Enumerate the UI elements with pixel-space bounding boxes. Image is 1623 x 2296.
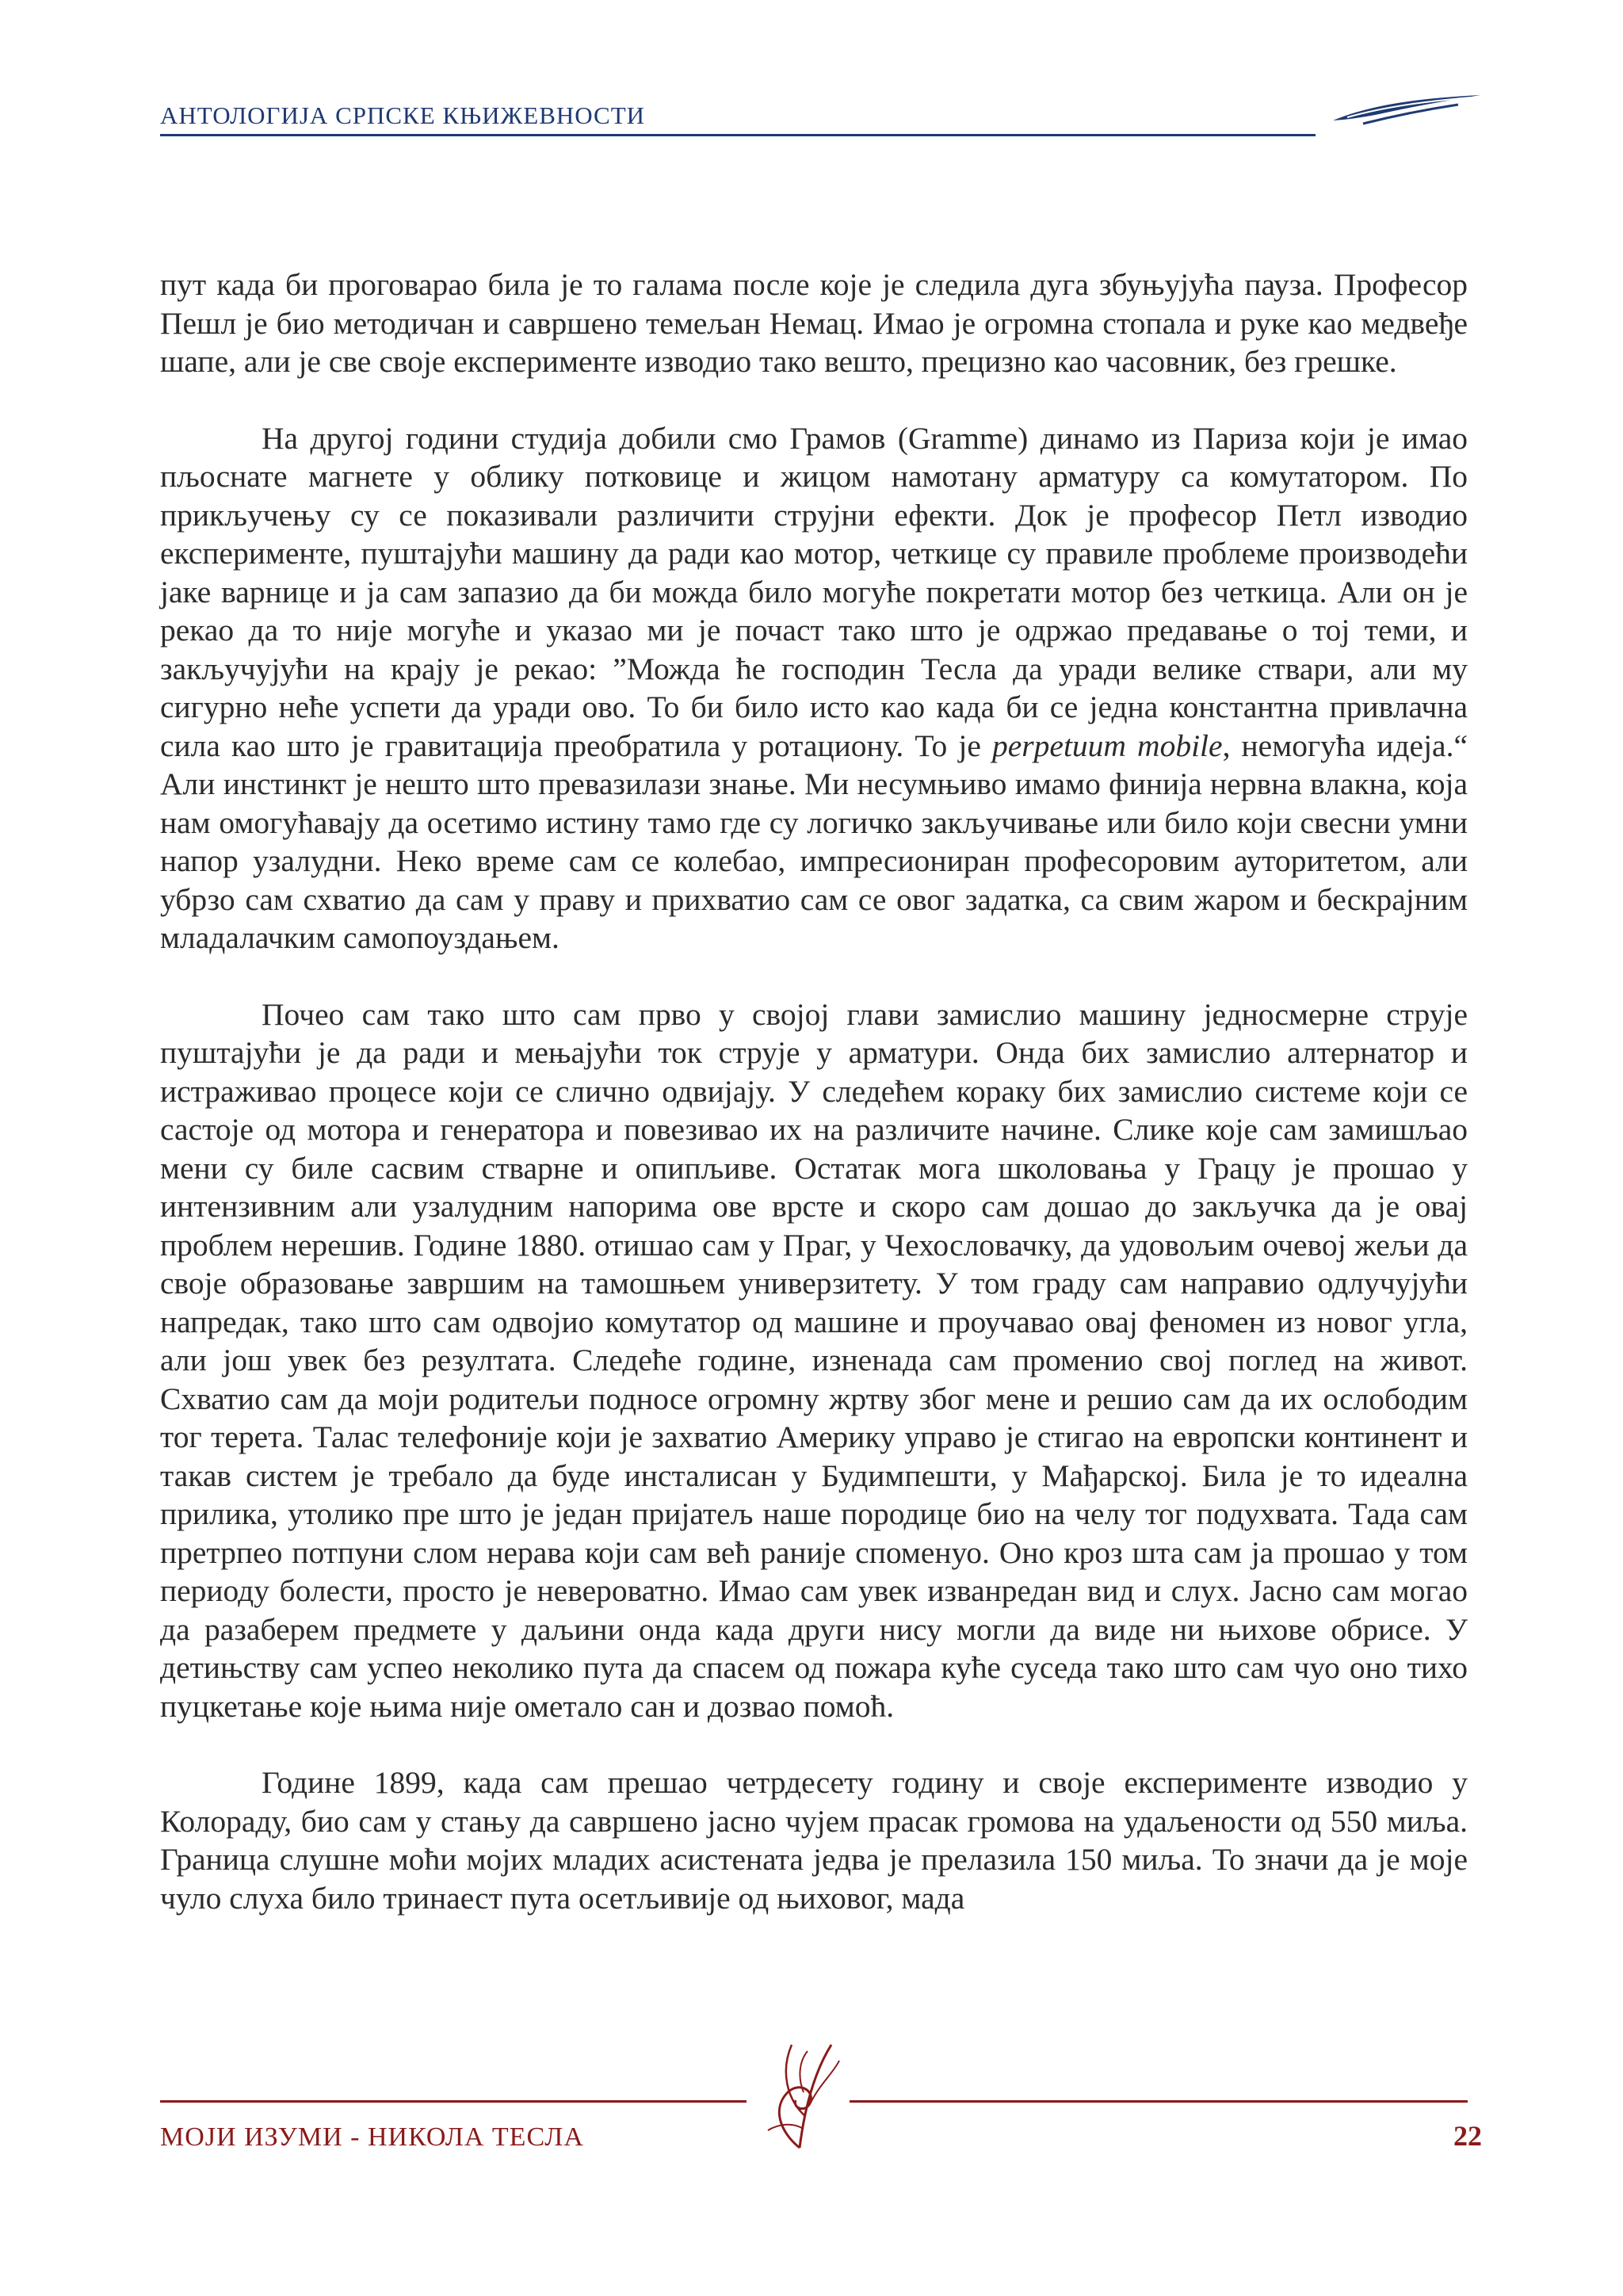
paragraph (160, 995, 1468, 1726)
paragraph-text: На другој години студија добили смо Грамов (Gramme) динамо из Париза који је имао пљоснате магнете у облику потковице и жицом намотану арматуру са комутатором. По прикључењу су се показивали различити струјни ефекти. Док је професор Петл изводио експерименте, пуштајући машину да ради као мотор, четкице су правиле проблеме производећи јаке варнице и ја сам запазио да би можда било могуће покретати мотор без четкица. Али он је рекао да то није могуће и указао ми је почаст тако што је одржао предавање о тој теми, и закључујући на крају је рекао: ”Можда ће господин Тесла да уради велике ствари, али му сигурно неће успети да уради ово. То би било исто као када би се једна константна привлачна сила као што је гравитација преобратила у ротациону. То је (160, 420, 1468, 763)
quill-feather-icon (1331, 94, 1482, 125)
main-text (160, 266, 1468, 1917)
paragraph (160, 266, 1468, 381)
floral-ornament-icon (756, 2029, 843, 2156)
book-title: МОЈИ ИЗУМИ - НИКОЛА ТЕСЛА (160, 2122, 584, 2152)
paragraph-text: Почео сам тако што сам прво у својој глави замислио машину једносмерне струје пуштајући је да ради и мењајући ток струје у арматури. Онда бих замислио алтернатор и истраживао процесе који се слично одвијају. У следећем кораку бих замислио системе који се састоје од мотора и генератора и повезивао их на различите начине. Слике које сам замишљао мени су биле сасвим стварне и опипљиве. Остатак мога школовања у Грацу је прошао у интензивним али узалудним напорима ове врсте и скоро сам дошао до закључка да је овај проблем нерешив. Године 1880. отишао сам у Праг, у Чехословачку, да удовољим очевој жељи да своје образовање завршим на тамошњем универзитету. У том граду сам направио одлучујући напредак, тако што сам одвојио комутатор од машине и проучавао овај феномен из новог угла, али још увек без резултата. Следеће године, изненада сам променио свој поглед на живот. Схватио сам да моји родитељи подносе огромну жртву због мене и решио сам да их ослободим тог терета. Талас телефоније који је захватио Америку управо је стигао на европски континент и такав систем је требало да буде инсталисан у Будимпешти, у Мађарској. Била је то идеална прилика, утолико пре што је један пријатељ наше породице био на челу тог подухвата. Тада сам претрпео потпуни слом нерава који сам већ раније споменуо. Оно кроз шта сам ја прошао у том периоду болести, просто је невероватно. Имао сам увек изванредан вид и слух. Јасно сам могао да разаберем предмете у даљини онда када други нису могли да виде ни њихове обрисе. У детињству сам успео неколико пута да спасем од пожара куће суседа тако што сам чуо оно тихо пуцкетање које њима није ометало сан и дозвао помоћ. (160, 996, 1468, 1724)
footer-rule-left (160, 2100, 747, 2103)
footer-rule-right (850, 2100, 1468, 2103)
paragraph-text: , немогућа идеја.“ Али инстинкт је нешто што превазилази знање. Ми несумњиво имамо финија нервна влакна, која нам омогућавају да осетимо истину тамо где су логичко закључивање или било који свесни умни напор узалудни. Неко време сам се колебао, импресиониран професоровим ауторитетом, али убрзо сам схватио да сам у праву и прихватио сам се овог задатка, са свим жаром и бескрајним младалачким самопоуздањем. (160, 728, 1468, 955)
anthology-title: АНТОЛОГИЈА СРПСКЕ КЊИЖЕВНОСТИ (160, 101, 646, 129)
paragraph-text: пут када би проговарао била је то галама после које је следила дуга збуњујућа пауза. Професор Пешл је био методичан и савршено темељан Немац. Имао је огромна стопала и руке као медвеђе шапе, али је све своје експерименте изводио тако вешто, прецизно као часовник, без грешке. (160, 267, 1468, 379)
paragraph-text: Године 1899, када сам прешао четрдесету годину и своје експерименте изводио у Колораду, био сам у стању да савршено јасно чујем прасак громова на удаљености од 550 миља. Граница слушне моћи мојих младих асистената једва је прелазила 150 миља. То значи да је моје чуло слуха било тринаест пута осетљивије од њиховог, мада (160, 1765, 1468, 1916)
page-number: 22 (1453, 2120, 1482, 2152)
page-footer (160, 2029, 1482, 2164)
paragraph (160, 1763, 1468, 1917)
italic-phrase: perpetuum mobile (992, 728, 1223, 763)
paragraph (160, 419, 1468, 957)
page-header (160, 94, 1482, 141)
header-rule (160, 134, 1316, 136)
